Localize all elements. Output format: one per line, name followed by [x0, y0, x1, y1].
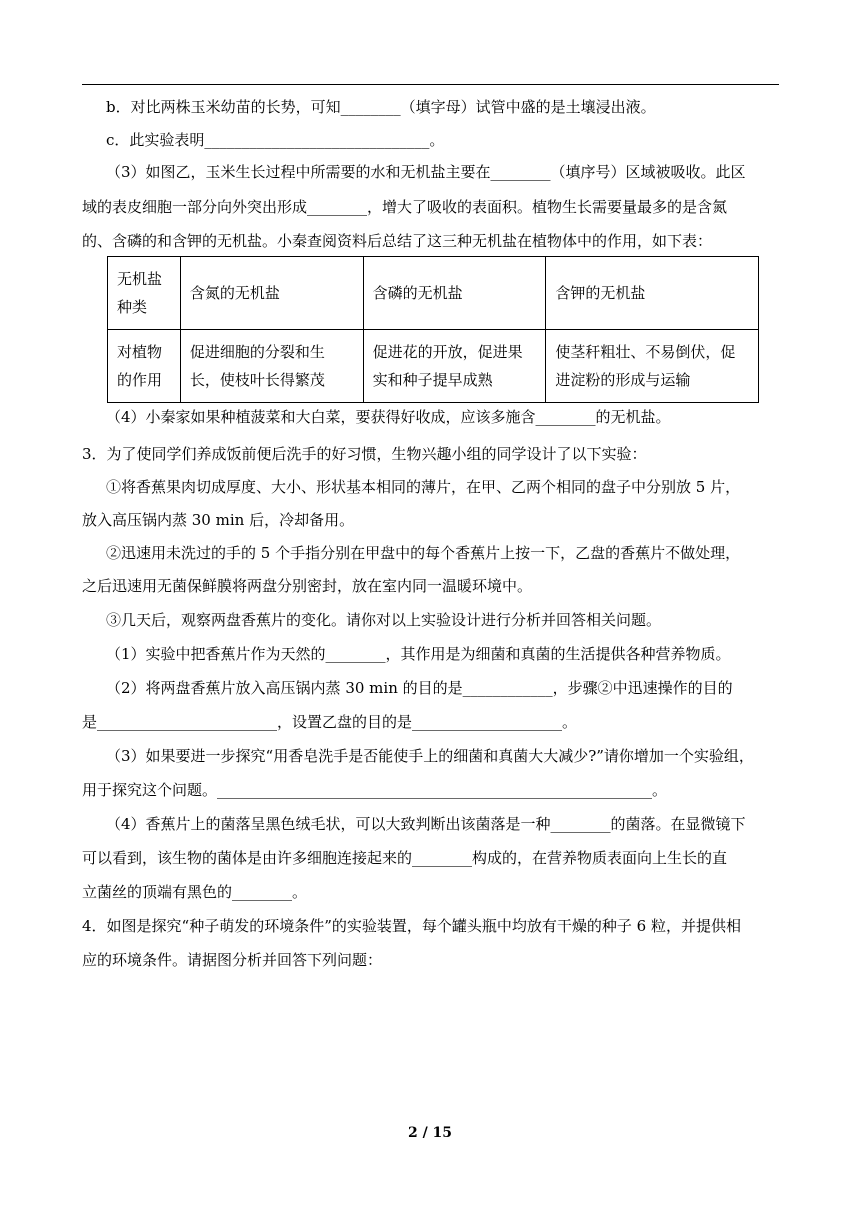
text-line: ②迅速用未洗过的手的 5 个手指分别在甲盘中的每个香蕉片上按一下，乙盘的香蕉片不做处理， [106, 544, 741, 562]
mineral-salt-table [107, 256, 759, 403]
text-line: 可以看到，该生物的菌体是由许多细胞连接起来的________构成的，在营养物质表面向上生长的直 [82, 849, 728, 867]
table-cell: 对植物的作用 [108, 330, 181, 403]
text-line: 放入高压锅内蒸 30 min 后，冷却备用。 [82, 511, 355, 529]
text-line: （3）如果要进一步探究“用香皂洗手是否能使手上的细菌和真菌大大减少?”请你增加一个实验组， [106, 747, 754, 765]
text-line: 的、含磷的和含钾的无机盐。小秦查阅资料后总结了这三种无机盐在植物体中的作用，如下表： [82, 232, 713, 250]
table-header-row [108, 257, 759, 330]
text-line: 3．为了使同学们养成饭前便后洗手的好习惯，生物兴趣小组的同学设计了以下实验： [82, 445, 647, 463]
table-header-cell: 含氮的无机盐 [180, 257, 363, 330]
text-line: ①将香蕉果肉切成厚度、大小、形状基本相同的薄片，在甲、乙两个相同的盘子中分别放 5 片， [106, 478, 741, 496]
text-line: b．对比两株玉米幼苗的长势，可知________（填字母）试管中盛的是土壤浸出液。 [106, 98, 656, 116]
text-line: 之后迅速用无菌保鲜膜将两盘分别密封，放在室内同一温暖环境中。 [82, 577, 533, 595]
text-line: （3）如图乙，玉米生长过程中所需要的水和无机盐主要在________（填序号）区域被吸收。此区 [106, 163, 746, 181]
text-line: （4）香蕉片上的菌落呈黑色绒毛状，可以大致判断出该菌落是一种________的菌落。在显微镜下 [106, 815, 746, 833]
table-cell: 促进花的开放，促进果实和种子提早成熟 [363, 330, 546, 403]
text-line: （4）小秦家如果种植菠菜和大白菜，要获得好收成，应该多施含________的无机盐。 [106, 408, 671, 426]
table-cell: 使茎秆粗壮、不易倒伏，促进淀粉的形成与运输 [546, 330, 759, 403]
table-cell: 促进细胞的分裂和生长，使枝叶长得繁茂 [180, 330, 363, 403]
text-line: 应的环境条件。请据图分析并回答下列问题： [82, 951, 383, 969]
table-header-cell: 含钾的无机盐 [546, 257, 759, 330]
text-line: （1）实验中把香蕉片作为天然的________，其作用是为细菌和真菌的生活提供各种营养物质。 [106, 645, 731, 663]
page-number: 2 / 15 [407, 1125, 453, 1141]
text-line: 立菌丝的顶端有黑色的________。 [82, 883, 308, 901]
table-header-cell: 含磷的无机盐 [363, 257, 546, 330]
text-line: ③几天后，观察两盘香蕉片的变化。请你对以上实验设计进行分析并回答相关问题。 [106, 611, 662, 629]
text-line: 4．如图是探究“种子萌发的环境条件”的实验装置，每个罐头瓶中均放有干燥的种子 6 粒，并提供相 [82, 917, 741, 935]
table-header-cell: 无机盐种类 [108, 257, 181, 330]
table-row [108, 330, 759, 403]
text-line: 域的表皮细胞一部分向外突出形成________，增大了吸收的表面积。植物生长需要量最多的是含氮 [82, 198, 728, 216]
text-line: 用于探究这个问题。__________________________________________________________。 [82, 781, 668, 799]
header-rule [82, 84, 779, 85]
text-line: （2）将两盘香蕉片放入高压锅内蒸 30 min 的目的是____________，步骤②中迅速操作的目的 [106, 679, 733, 697]
text-line: c．此实验表明______________________________。 [106, 131, 445, 149]
text-line: 是________________________，设置乙盘的目的是____________________。 [82, 713, 578, 731]
